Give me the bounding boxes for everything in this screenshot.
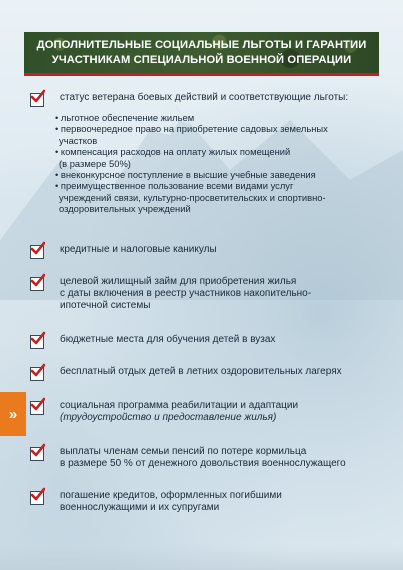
benefit-text-line: социальная программа реабилитации и адаптации bbox=[60, 400, 299, 411]
benefit-text bbox=[60, 446, 346, 470]
benefit-item-credit-holidays bbox=[30, 244, 380, 259]
benefit-text-line: выплаты членам семьи пенсий по потере кормильца bbox=[60, 446, 307, 457]
benefit-text bbox=[60, 276, 311, 312]
benefit-text-line: погашение кредитов, оформленных погибшими bbox=[60, 490, 282, 501]
sublist-line: • льготное обеспечение жильем bbox=[55, 112, 195, 123]
benefit-item-children-camps bbox=[30, 366, 380, 381]
double-chevron-right-icon: » bbox=[8, 405, 18, 423]
sublist-line: участков bbox=[59, 134, 98, 146]
checkbox-checked-icon bbox=[30, 367, 44, 381]
checkbox-checked-icon bbox=[30, 245, 44, 259]
sublist-line: оздоровительных учреждений bbox=[59, 203, 191, 215]
sublist-line: • преимущественное пользование всеми видами услуг bbox=[55, 180, 294, 192]
benefit-text bbox=[60, 490, 282, 514]
benefit-item-loan-repayment bbox=[30, 490, 380, 514]
sublist-line: учреждений связи, культурно-просветительских и спортивно- bbox=[59, 191, 326, 203]
sublist-line: • внеконкурсное поступление в высшие учебные заведения bbox=[55, 169, 316, 181]
benefit-text-line: военнослужащими и их супругами bbox=[60, 502, 220, 513]
page-title-banner bbox=[24, 32, 379, 76]
checkbox-checked-icon bbox=[30, 401, 44, 415]
sublist-line: • первоочередное право на приобретение садовых земельных bbox=[55, 123, 328, 135]
benefit-text-line: в размере 50 % от денежного довольствия военнослужащего bbox=[60, 458, 346, 469]
page-title-line-2: УЧАСТНИКАМ СПЕЦИАЛЬНОЙ ВОЕННОЙ ОПЕРАЦИИ bbox=[51, 53, 352, 66]
benefit-text bbox=[60, 400, 298, 424]
benefit-text-line: ипотечной системы bbox=[60, 300, 151, 311]
benefit-text: бюджетные места для обучения детей в вузах bbox=[60, 334, 276, 345]
bottom-decoration bbox=[0, 545, 403, 570]
benefit-text-line: целевой жилищный займ для приобретения жилья bbox=[60, 276, 297, 287]
page-title-line-1: ДОПОЛНИТЕЛЬНЫЕ СОЦИАЛЬНЫЕ ЛЬГОТЫ И ГАРАНТИИ bbox=[36, 38, 367, 51]
checkbox-checked-icon bbox=[30, 491, 44, 505]
checkbox-checked-icon bbox=[30, 277, 44, 291]
benefit-item-veteran-status bbox=[30, 92, 380, 107]
checkbox-checked-icon bbox=[30, 335, 44, 349]
benefit-item-housing-loan bbox=[30, 276, 380, 312]
benefit-text: статус ветерана боевых действий и соответствующие льготы: bbox=[60, 92, 349, 103]
checkbox-checked-icon bbox=[30, 93, 44, 107]
benefit-text: бесплатный отдых детей в летних оздоровительных лагерях bbox=[60, 366, 342, 377]
checkbox-checked-icon bbox=[30, 447, 44, 461]
next-page-tab[interactable] bbox=[0, 392, 26, 436]
sublist-line: (в размере 50%) bbox=[59, 157, 131, 169]
veteran-benefits-sublist bbox=[55, 112, 385, 215]
sublist-line: • компенсация расходов на оплату жилых помещений bbox=[55, 146, 291, 158]
benefit-item-university-places bbox=[30, 334, 380, 349]
benefit-text-line-italic: (трудоустройство и предоставление жилья) bbox=[60, 412, 277, 423]
benefit-item-rehabilitation bbox=[30, 400, 380, 424]
benefit-item-survivor-pension bbox=[30, 446, 380, 470]
benefit-text: кредитные и налоговые каникулы bbox=[60, 244, 217, 255]
benefit-text-line: с даты включения в реестр участников накопительно- bbox=[60, 288, 312, 299]
